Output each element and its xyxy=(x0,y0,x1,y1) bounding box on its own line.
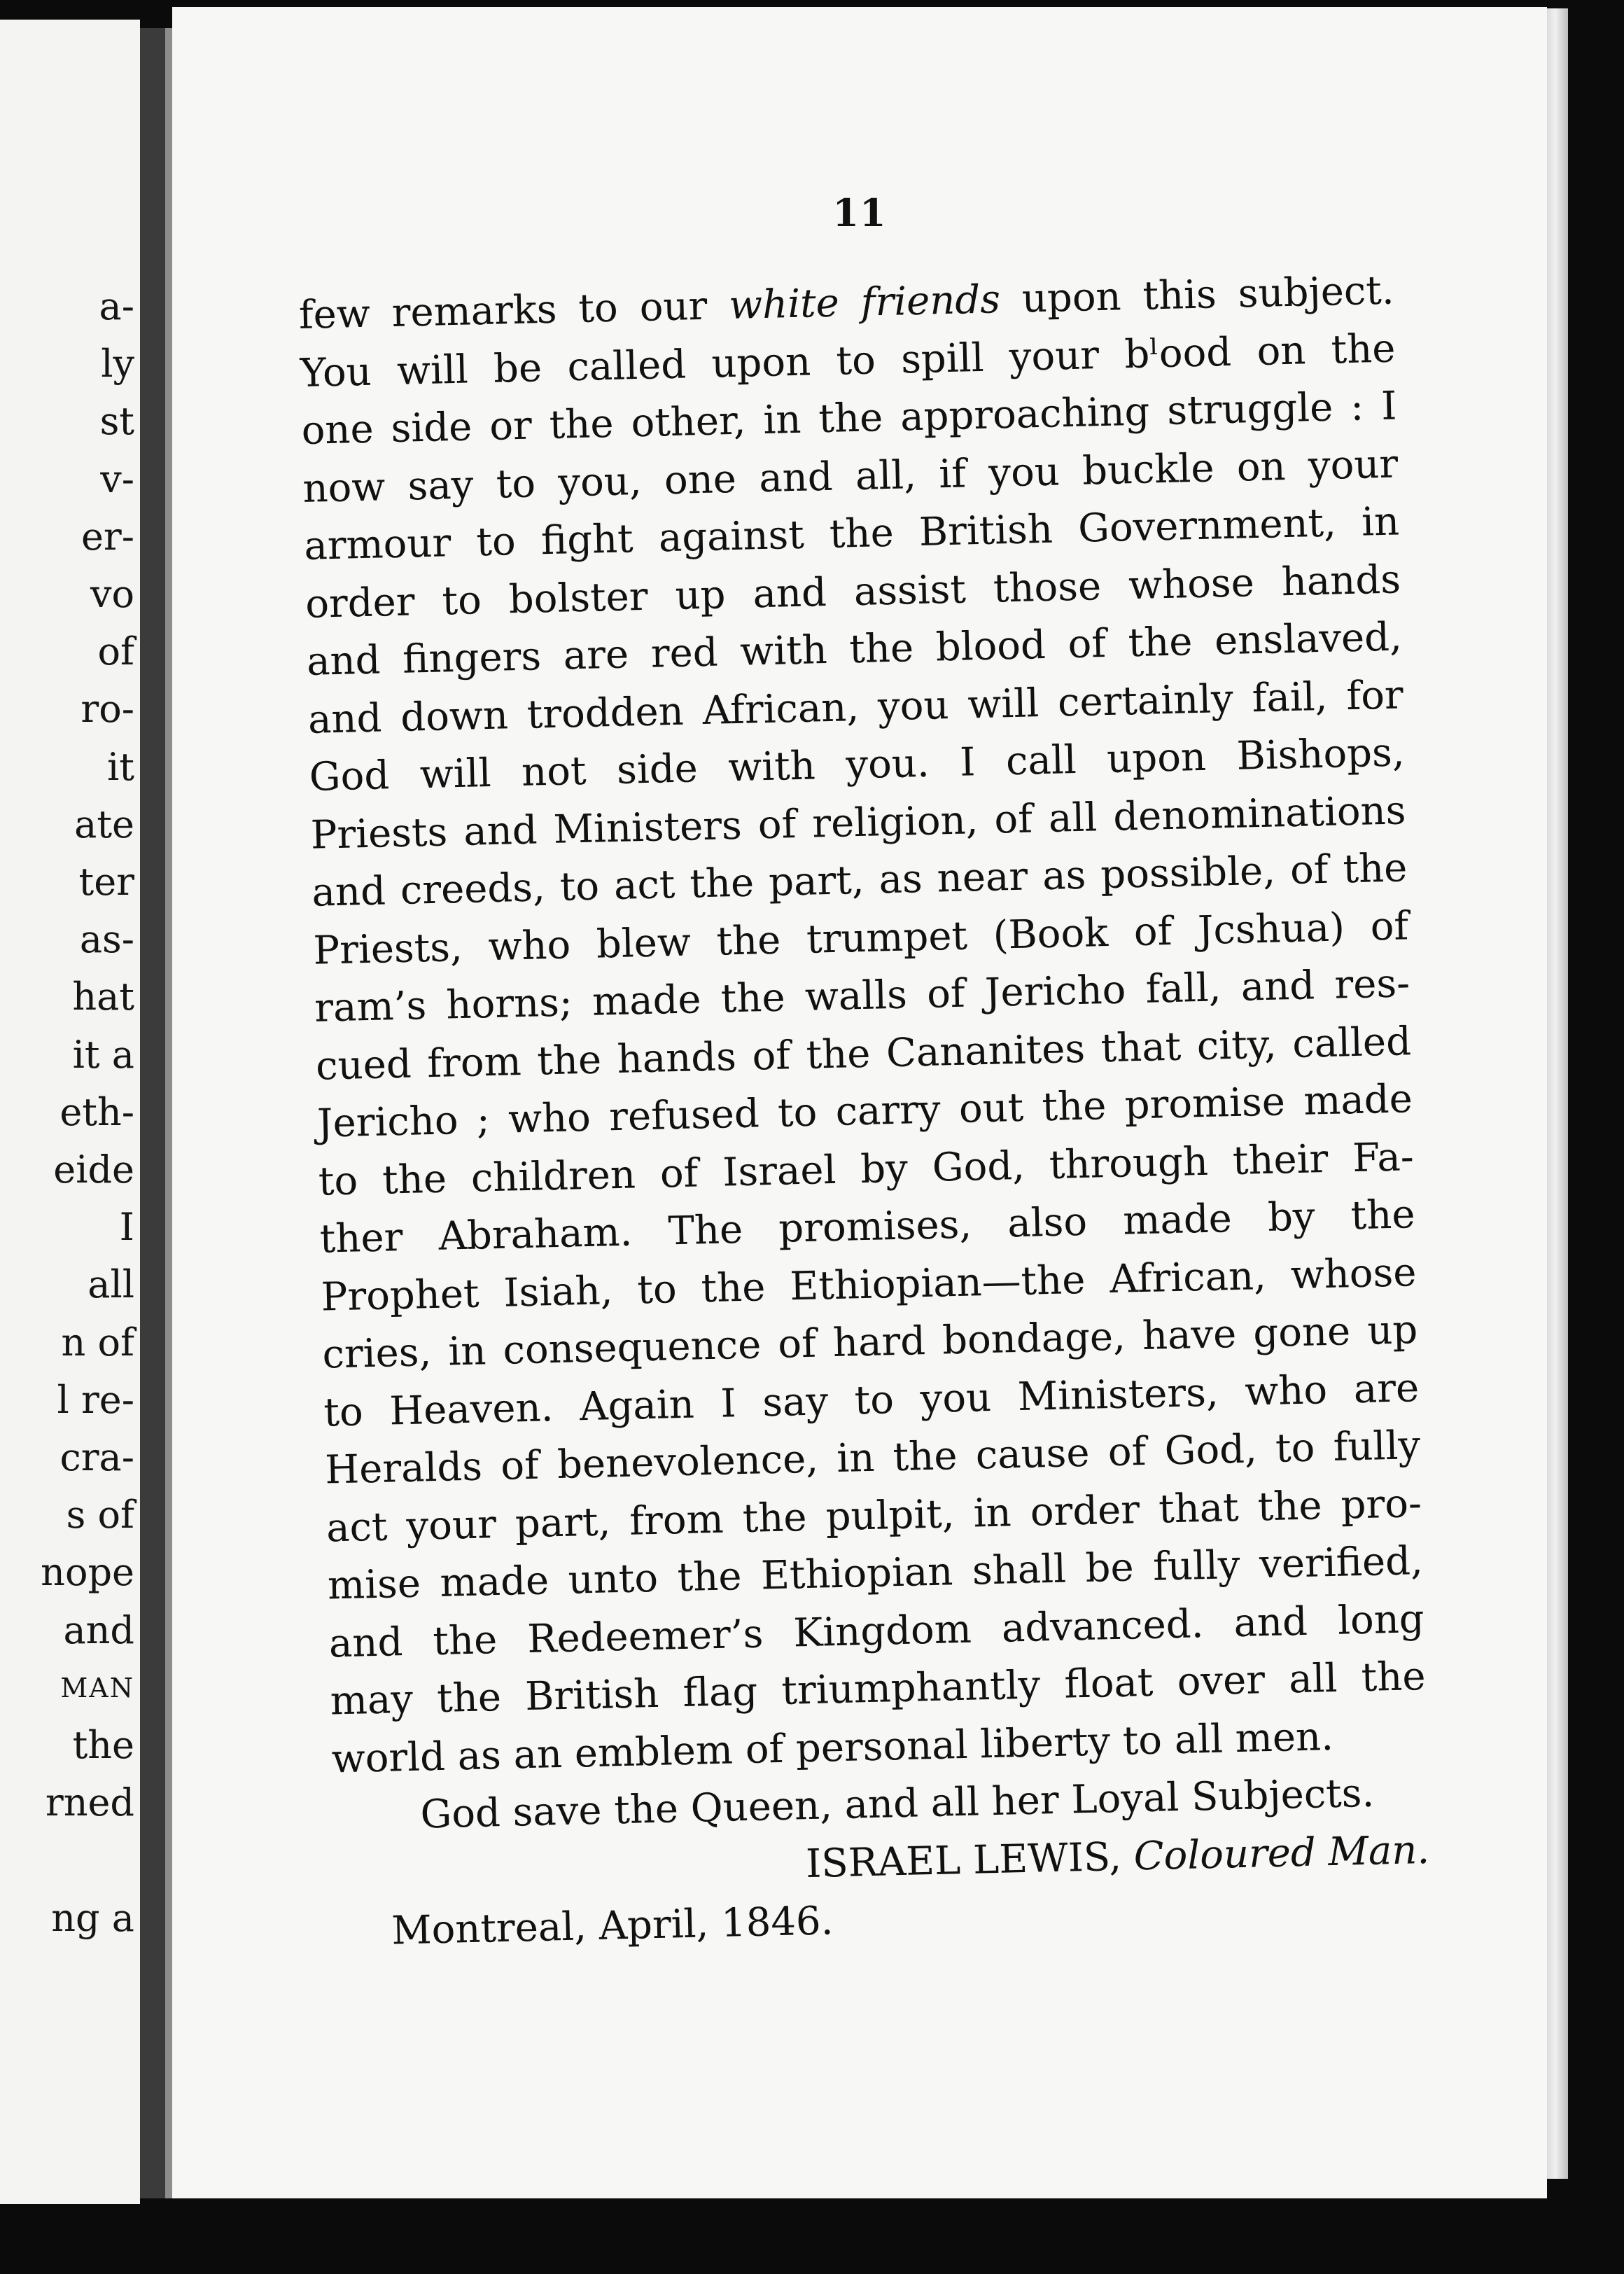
left-page-line: ter xyxy=(78,860,134,904)
text-line: and the Redeemer’s Kingdom advanced. and long xyxy=(328,1596,1425,1666)
text-line: Priests and Ministers of religion, of all denominations xyxy=(310,787,1407,858)
text-line: and fingers are red with the blood of the enslaved, xyxy=(306,614,1403,685)
signature-title: Coloured Man. xyxy=(1133,1827,1430,1879)
text-line: may the British flag triumphantly float over all the xyxy=(330,1653,1427,1724)
left-page-line: ate xyxy=(74,802,134,846)
left-page-line: ng a xyxy=(51,1895,134,1940)
left-page-line: it a xyxy=(72,1032,134,1077)
text-line: and creeds, to act the part, as near as possible, of the xyxy=(311,845,1408,916)
text-line: and down trodden African, you will certainly fail, for xyxy=(307,671,1404,743)
left-page-line: st xyxy=(99,399,134,444)
left-page-line: hat xyxy=(72,975,134,1019)
gutter-shadow xyxy=(165,28,172,2198)
left-page-line: ly xyxy=(101,342,134,386)
left-page-line: rned xyxy=(45,1780,134,1825)
text-line: act your part, from the pulpit, in order that the pro- xyxy=(326,1480,1422,1551)
text-line: to the children of Israel by God, through their Fa- xyxy=(318,1133,1415,1205)
text-line: order to bolster up and assist those whose hands xyxy=(304,556,1401,627)
left-page-line: I xyxy=(119,1205,134,1250)
left-page-line: n of xyxy=(61,1320,134,1365)
left-page-fragment xyxy=(0,20,140,2204)
text-line: mise made unto the Ethiopian shall be fully verified, xyxy=(327,1538,1424,1609)
date-line: Montreal, April, 1846. xyxy=(391,1898,834,1954)
closing-line: God save the Queen, and all her Loyal Subjects. xyxy=(419,1770,1375,1838)
text-line: You will be called upon to spill your bˡood on the xyxy=(300,325,1396,396)
left-page-line: ro- xyxy=(80,687,134,732)
left-page-line: s of xyxy=(66,1493,134,1537)
text-line: God will not side with you. I call upon Bishops, xyxy=(309,730,1406,800)
signature-name: ISRAEL LEWIS, xyxy=(805,1834,1122,1887)
left-page-line: as- xyxy=(79,917,134,962)
page-number: 11 xyxy=(832,190,887,235)
body-text xyxy=(298,262,1432,1961)
text-line: Prophet Isiah, to the Ethiopian—the African, whose xyxy=(321,1249,1418,1320)
text-line: world as an emblem of personal liberty to all men. xyxy=(330,1713,1334,1782)
left-page-line: nope xyxy=(41,1550,134,1595)
right-page xyxy=(172,7,1547,2198)
text-line: cued from the hands of the Cananites that city, called xyxy=(315,1018,1412,1089)
left-page-line: er- xyxy=(80,514,134,559)
left-page-line: cra- xyxy=(59,1435,134,1479)
italic-phrase: white friends xyxy=(728,277,1001,329)
text-line-start: few remarks to our xyxy=(298,283,729,338)
left-page-line: eth- xyxy=(59,1089,134,1134)
left-page-line: of xyxy=(97,629,134,674)
left-page-line: v- xyxy=(100,456,134,501)
text-line: now say to you, one and all, if you buckle on your xyxy=(302,440,1399,512)
text-line: one side or the other, in the approaching struggle : I xyxy=(300,383,1397,454)
left-page-line: all xyxy=(88,1262,134,1307)
text-line: Heralds of benevolence, in the cause of God, to fully xyxy=(324,1423,1421,1493)
text-line: to Heaven. Again I say to you Ministers, who are xyxy=(323,1365,1420,1436)
left-page-line: l re- xyxy=(57,1377,134,1422)
left-page-line: vo xyxy=(90,572,134,616)
left-page-line: a- xyxy=(99,284,134,328)
left-page-line: and xyxy=(63,1607,134,1652)
text-line: armour to fight against the British Government, in xyxy=(303,498,1400,569)
left-page-line: it xyxy=(107,744,134,789)
page-edge xyxy=(1547,8,1568,2179)
text-line: cries, in consequence of hard bondage, have gone up xyxy=(321,1307,1418,1378)
left-page-line: eide xyxy=(53,1148,134,1192)
left-page-line: MAN xyxy=(60,1672,134,1703)
text-line: Jericho ; who refused to carry out the promise made xyxy=(316,1076,1413,1147)
left-page-line: the xyxy=(72,1723,134,1767)
text-line: Priests, who blew the trumpet (Book of Jcshua) of xyxy=(312,902,1409,974)
text-line-end: upon this subject. xyxy=(1000,267,1395,323)
text-line: ram’s horns; made the walls of Jericho fall, and res- xyxy=(314,961,1410,1031)
book-gutter xyxy=(140,28,165,2198)
text-line: ther Abraham. The promises, also made by the xyxy=(319,1192,1416,1262)
